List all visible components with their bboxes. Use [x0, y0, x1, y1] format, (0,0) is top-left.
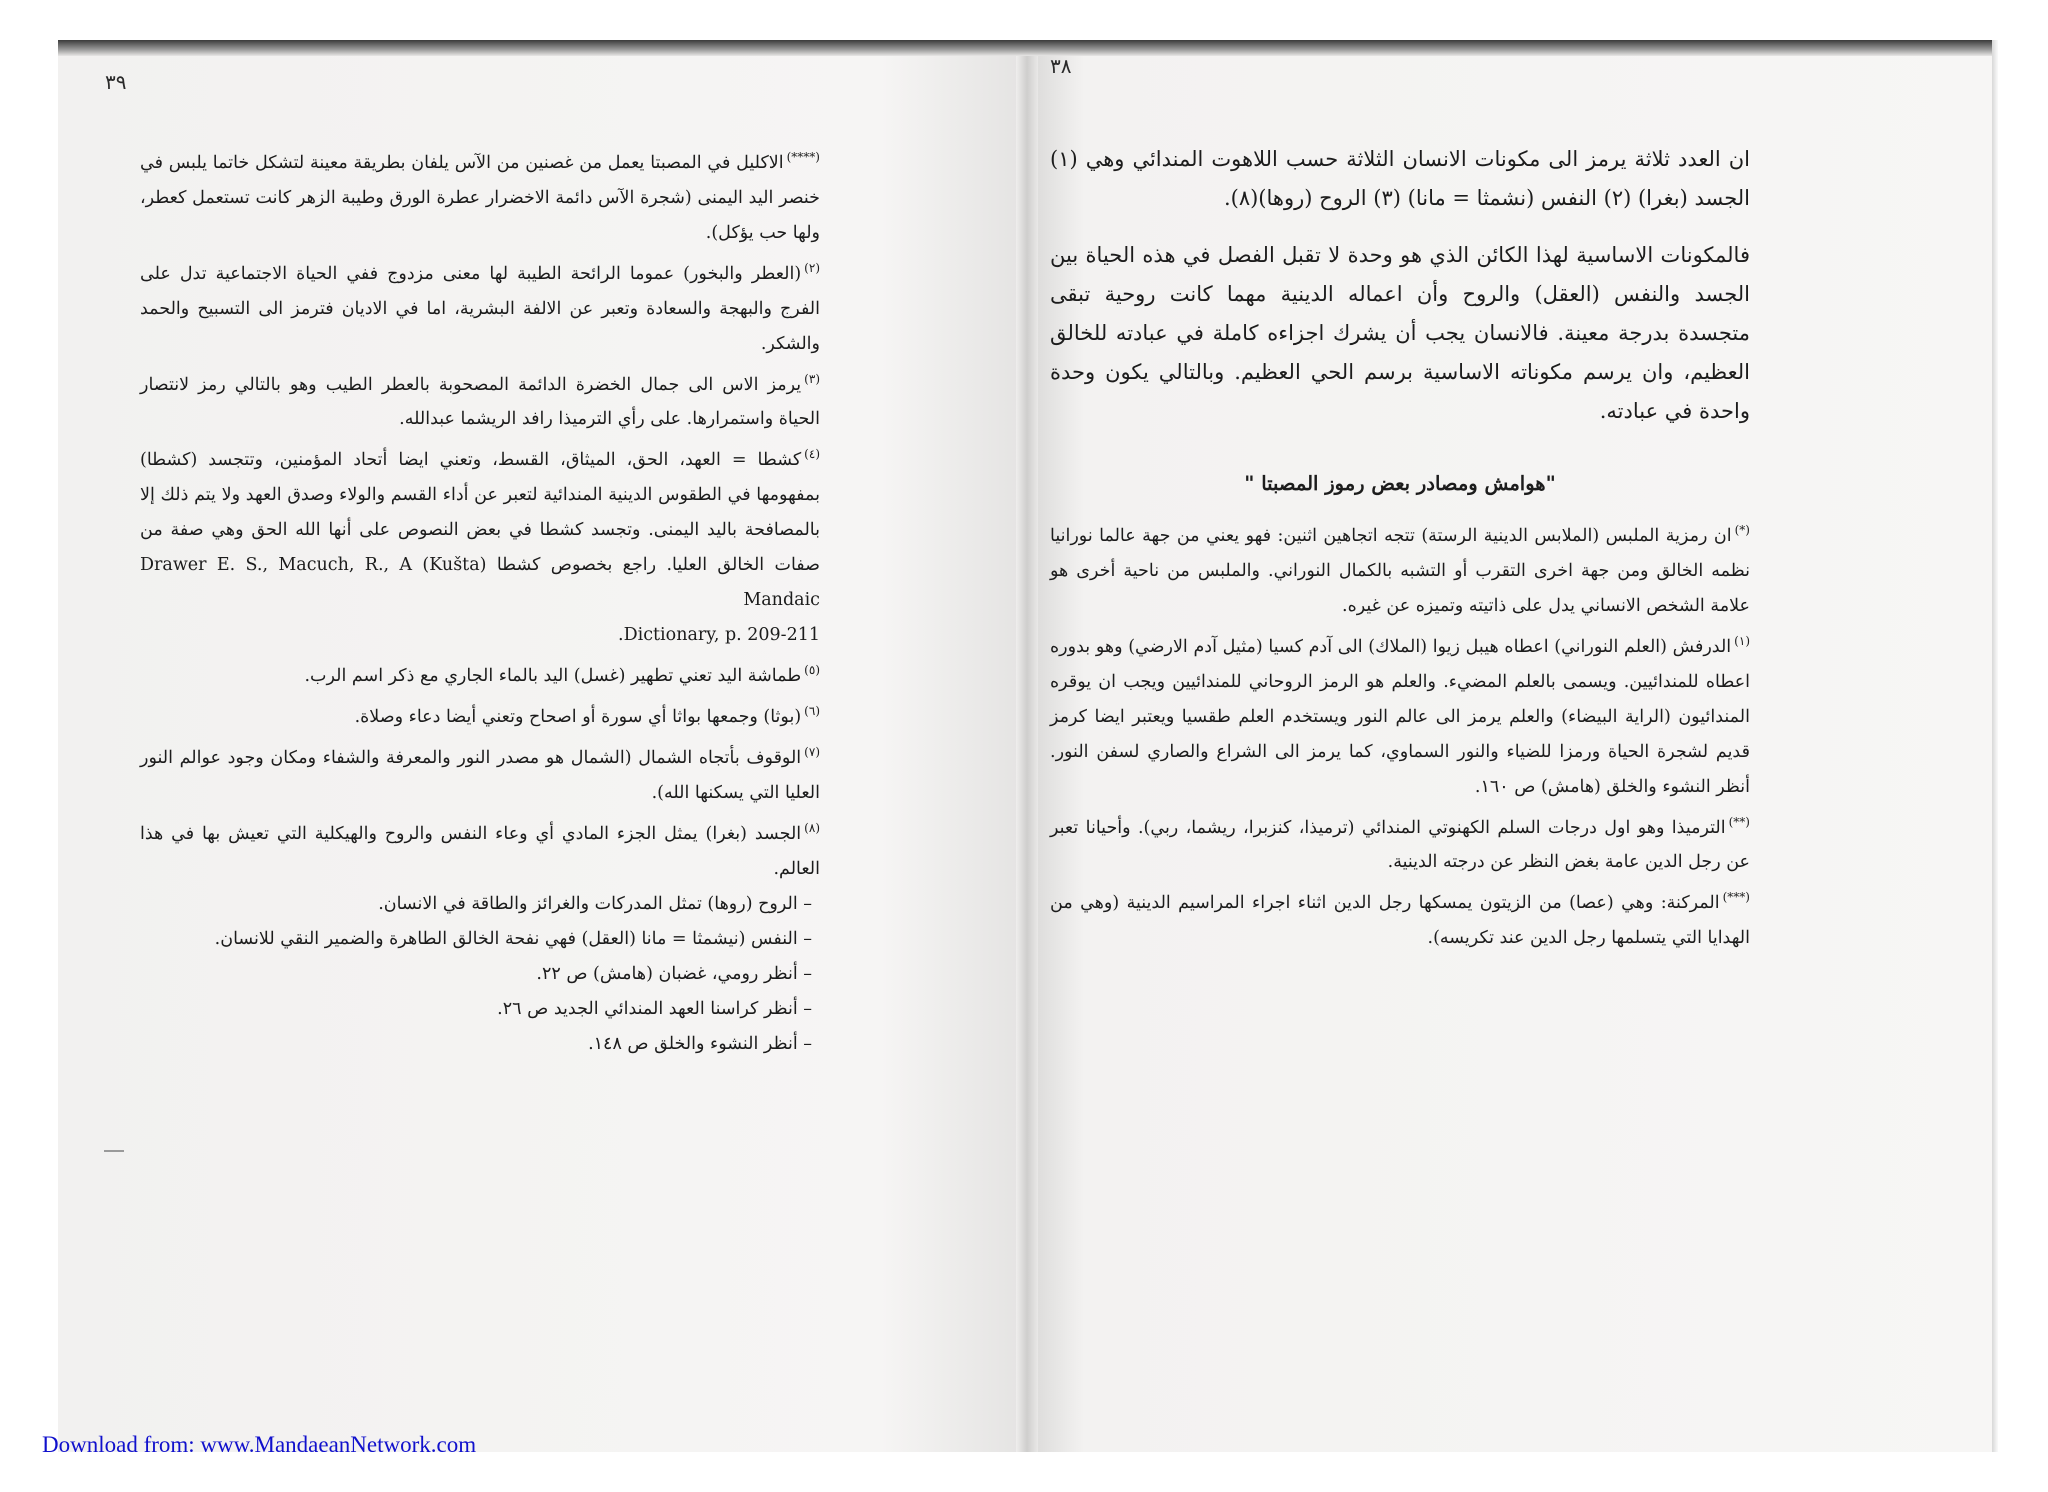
footnote: [140, 437, 820, 618]
footnote: [140, 362, 820, 438]
footnote-text: ان رمزية الملبس (الملابس الدينية الرستة) تتجه اتجاهين اثنين: فهو يعني من جهة عالما نورانيا نظمه الخالق ومن جهة اخرى التقرب أو التشبه بالكمال النوراني. والملبس من ناحية أخرى هو علامة الشخص الانساني يدل على ذاتيته وتميزه عن غيره.: [1050, 525, 1750, 616]
footnote: [140, 735, 820, 811]
footnote-mark: (**): [1728, 814, 1750, 829]
left-page-number: ٣٩: [105, 70, 127, 94]
footnote-mark: (****): [786, 150, 820, 164]
footnote-text: كشطا = العهد، الحق، الميثاق، القسط، وتعني ايضا أتحاد المؤمنين، وتتجسد (كشطا) بمفهومها في الطقوس الدينية المندائية لتعبر عن أداء القسم والولاء وصدق العهد ولا يتم ذلك إلا بالمصافحة باليد اليمنى. وتجسد كشطا في بعض النصوص على أنها الله الحق وهي صفة من صفات الخالق العليا. راجع بخصوص كشطا (Kušta) Drawer E. S., Macuch, R., A Mandaic: [140, 450, 821, 611]
footnote: [1050, 624, 1750, 805]
footnote-mark: (*): [1734, 523, 1750, 537]
footnote: [140, 140, 820, 251]
footnote-text: الاكليل في المصبتا يعمل من غصنين من الآس يلفان بطريقة معينة لتشكل خاتما يلبس في خنصر اليد اليمنى (شجرة الآس دائمة الاخضرار عطرة الورق وطيبة الزهر كانت تستعمل كعطر، ولها حب يؤكل).: [140, 152, 820, 243]
scan-right-edge: [1992, 40, 1998, 1452]
dash-list-item: – أنظر النشوء والخلق ص ١٤٨.: [588, 1033, 812, 1054]
body-text: [1050, 140, 1750, 431]
footnote-text: الدرفش (العلم النوراني) اعطاه هيبل زيوا (الملاك) الى آدم كسيا (مثيل آدم الارضي) وهو بدوره اعطاه للمندائيين. ويسمى بالعلم المضيء. والعلم هو الرمز الروحاني للمندائيين ويجب ان يوقره المندائيون (الراية البيضاء) والعلم يرمز الى عالم النور ويستخدم العلم طقسيا ويعتبر ايضا كرمز قديم لشجرة الحياة ورمزا للضياء والنور السماوي، كما يرمز الى الشراع والصاري لسفن النور. أنظر النشوء والخلق (هامش) ص ١٦٠.: [1050, 636, 1750, 797]
footnote: [140, 653, 820, 694]
download-source-link[interactable]: Download from: www.MandaeanNetwork.com: [42, 1432, 477, 1457]
scan-top-edge: [58, 40, 1992, 56]
footnote-text: Dictionary, p. 209-211.: [618, 625, 820, 646]
footnote-continuation: [140, 618, 820, 653]
footnote-text: الترميذا وهو اول درجات السلم الكهنوتي المندائي (ترميذا، كنزبرا، ريشما، ربي). وأحيانا تعبر عن رجل الدين عامة بغض النظر عن درجته الدينية.: [1050, 817, 1750, 873]
footnote: [140, 694, 820, 735]
book-gutter: [1016, 56, 1038, 1452]
dash-list-item: – أنظر رومي، غضبان (هامش) ص ٢٢.: [536, 963, 812, 984]
dash-list-item: – النفس (نيشمثا = مانا (العقل) فهي نفحة الخالق الطاهرة والضمير النقي للانسان.: [214, 928, 812, 949]
footnote-mark: (٧): [804, 744, 820, 759]
footnote-mark: (١): [1734, 633, 1750, 648]
footnote-text: الوقوف بأتجاه الشمال (الشمال هو مصدر النور والمعرفة والشفاء ومكان وجود عوالم النور العليا التي يسكنها الله).: [140, 747, 820, 803]
footnote: [140, 251, 820, 362]
right-page-content: [1050, 140, 1750, 956]
footnote-mark: (٤): [804, 447, 820, 462]
section-heading: "هوامش ومصادر بعض رموز المصبتا ": [1244, 472, 1556, 495]
footnote-mark: (٣): [804, 371, 820, 386]
footnote-mark: (٦): [804, 704, 820, 719]
footnote: [140, 811, 820, 887]
footnote-text: طماشة اليد تعني تطهير (غسل) اليد بالماء الجاري مع ذكر اسم الرب.: [304, 666, 802, 687]
footnote-mark: (٨): [804, 820, 820, 835]
dash-list-item: – أنظر كراسنا العهد المندائي الجديد ص ٢٦.: [497, 998, 812, 1019]
right-page-number: ٣٨: [1050, 54, 1072, 78]
footnote-text: يرمز الاس الى جمال الخضرة الدائمة المصحوبة بالعطر الطيب وهو بالتالي رمز لانتصار الحياة واستمرارها. على رأي الترميذا رافد الريشما عبدالله.: [140, 374, 820, 430]
footnote-mark: (٥): [804, 663, 820, 678]
paragraph: ان العدد ثلاثة يرمز الى مكونات الانسان الثلاثة حسب اللاهوت المندائي وهي (١) الجسد (بغرا) (٢) النفس (نشمثا = مانا) (٣) الروح (روها)(٨).: [1050, 147, 1750, 210]
margin-mark: [104, 1150, 124, 1152]
left-page-footnotes: [140, 140, 820, 1062]
footnote-text: (العطر والبخور) عموما الرائحة الطيبة لها معنى مزدوج ففي الحياة الاجتماعية تدل على الفرج والبهجة والسعادة وتعبر عن الالفة البشرية، اما في الاديان فترمز الى التسبيح والحمد والشكر.: [140, 263, 820, 354]
footnote: [1050, 805, 1750, 881]
footnote-text: المركنة: وهي (عصا) من الزيتون يمسكها رجل الدين اثناء اجراء المراسيم الدينية (وهي من الهدايا التي يتسلمها رجل الدين عند تكريسه).: [1050, 893, 1750, 949]
dash-list-item: – الروح (روها) تمثل المدركات والغرائز والطاقة في الانسان.: [378, 893, 812, 914]
footnote-mark: (***): [1722, 890, 1750, 905]
footnote-text: (بوثا) وجمعها بواثا أي سورة أو اصحاح وتعني أيضا دعاء وصلاة.: [354, 706, 802, 727]
footnote: [1050, 880, 1750, 956]
footnote-mark: (٢): [804, 260, 820, 275]
footnote: [1050, 513, 1750, 624]
footnote-text: الجسد (بغرا) يمثل الجزء المادي أي وعاء النفس والروح والهيكلية التي تعيش بها في هذا العالم.: [140, 823, 820, 879]
paragraph: فالمكونات الاساسية لهذا الكائن الذي هو وحدة لا تقبل الفصل في هذه الحياة بين الجسد والنفس (العقل) والروح وأن اعماله الدينية مهما كانت روحية تبقى متجسدة بدرجة معينة. فالانسان يجب أن يشرك اجزاءه كاملة في عبادته للخالق العظيم، وان يرسم مكوناته الاساسية برسم الحي العظيم. وبالتالي يكون وحدة واحدة في عبادته.: [1050, 243, 1750, 423]
